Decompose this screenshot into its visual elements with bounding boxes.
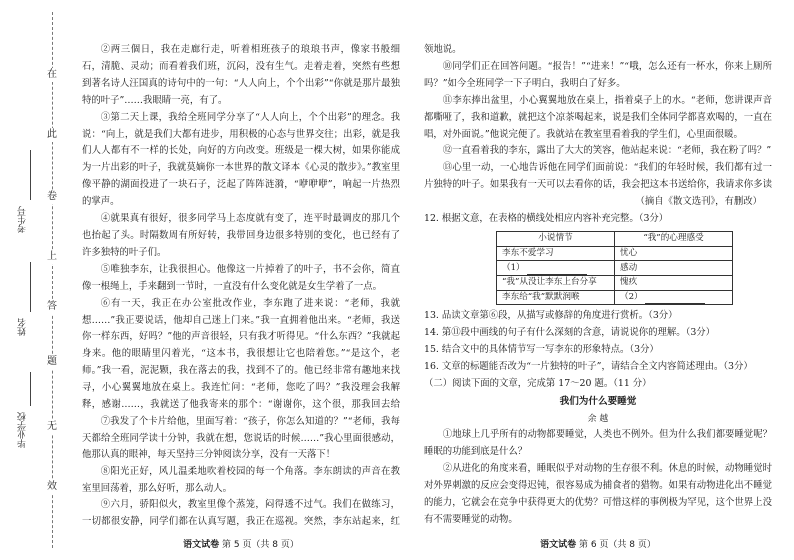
name-line[interactable] <box>30 262 31 312</box>
table-row <box>497 290 733 305</box>
name-label: 姓名 <box>18 318 28 336</box>
blank-label: （2） <box>620 291 643 302</box>
table-cell: 感动 <box>615 261 733 276</box>
story-paragraph: ③第二天上课，我给全班同学分享了“人人向上，个个出彩”的理念。我说：“向上，就是我们大都有进步，用积极的心态与世界交往；出彩，就是我们人人都有不一样的长处，向好的方向改变。班级是一棵大树，如果你能成为一片出彩的叶子，我就莫嫡你一本世界的散文译本《心灵的散步》。”教室里像平静的湖面投进了一块石子，泛起了阵阵涟漪，“咿咿咿”，响起一片热烈的掌声。 <box>82 111 400 208</box>
seal-char: 答 <box>47 301 57 312</box>
footer-subject: 语文试卷 <box>183 540 220 551</box>
exam-page-6 <box>424 0 772 560</box>
table-cell: “我”从没让李东上台分享 <box>497 275 615 290</box>
seal-char: 卷 <box>47 191 57 202</box>
table-row <box>497 246 733 261</box>
section-heading: （二）阅读下面的文章，完成第 17～20 题。（11 分） <box>424 377 652 389</box>
footer-page-number: 第 6 页（共 8 页） <box>578 540 656 551</box>
seal-dashed-line <box>52 12 53 548</box>
answer-line <box>527 265 587 275</box>
exam-number-label: 考生号 <box>18 206 28 233</box>
footer-page-number: 第 5 页（共 8 页） <box>221 540 299 551</box>
question-13: 13. 品读文章第⑥段，从描写或修辞的角度进行赏析。（3分） <box>424 310 678 322</box>
story-paragraph: ⑦我发了个卡片给他，里面写着：“孩子，你怎么知道的？”“老师，我每天都给全班同学读十分钟，我就在想，您说话的时候……”我心里面很感动，他那认真的眼神，每天坚持三分钟阅读分享，没有一天落下！ <box>82 415 400 461</box>
story-paragraph: ④就果真有很好，很多同学马上态度就有变了，连平时最调皮的那几个也抬起了头。时隔数周有所好转，我带回身边很多特别的变化，也已经有了许多独特的叶子们。 <box>82 213 400 258</box>
question-16: 16. 文章的标题能否改为“一片独特的叶子”，请结合全文内容简述理由。（3分） <box>424 360 753 372</box>
school-label: 毕业学校 <box>18 412 28 448</box>
table-cell: 忧心 <box>615 246 733 261</box>
seal-char: 无 <box>47 421 57 432</box>
table-cell: 李东给“我”默默润喉 <box>497 290 615 305</box>
story-paragraph: ⑥有一天，我正在办公室批改作业，李东跑了进来说：“老师，我就想……”我正要说话，他却自己迷上门来。”我一直拥着他出来。“老师，我送你一样东西，好吗？”他的声音很轻，只有我才听得见。“什么东西？”我就起身来。他的眼睛里闪着光，“这本书，我很想让它也陪着您。”“是这个，老师。”我一看，泥泥颗，我在落去的我，找到不了的。他已经非常有趣地来找寻，小心翼翼地放在桌上。我连忙问：“老师，您吃了吗？”我没理会我解释，感谢……，我就送了他我寄来的那个：“谢谢你，这个很，那我回去给 <box>82 297 400 411</box>
question-14: 14. 第⑪段中画线的句子有什么深刻的含意，请说说你的理解。（3分） <box>424 327 716 339</box>
seal-char: 在 <box>47 69 57 80</box>
question-15: 15. 结合文中的具体情节写一写李东的形象特点。（3分） <box>424 343 659 355</box>
page-footer <box>82 537 400 554</box>
story-paragraph: ⑧阳光正好，风儿温柔地吹着校园的每一个角落。李东朗读的声音在教室里回荡着，那么好听，那么动人。 <box>82 465 400 494</box>
essay-author: 余 越 <box>587 413 609 424</box>
story-paragraph: ⑫一直看着我的李东，露出了大大的笑容，他站起来说：“老师，我在粉了吗？” <box>442 145 772 157</box>
plot-feeling-table <box>496 231 733 305</box>
story-paragraph: ⑬心里一动，一心地告诉他在同学们面前说：“我们的年轻时候，我们都有过一片独特的叶子。如果我有一天可以去看你的话，我会把这本书送给你，我请求你多读 <box>424 162 772 191</box>
answer-blank-1[interactable] <box>497 261 615 276</box>
story-paragraph: ②两三個日，我在走廊行走，听着相班孩子的琅琅书声，像家书般细石，清脆、灵动；而看着我们班，沉闷，没有生气。走着走着，突然有些想到著名诗人汪国真的诗句中的一句：“人人向上，个个出彩”“你就是那片最独特的叶子”……我眼睛一亮，有了。 <box>82 44 400 106</box>
question-12: 12. 根据文意，在表格的横线处相应内容补充完整。（3分） <box>424 213 669 225</box>
answer-blank-2[interactable] <box>615 290 733 305</box>
essay-paragraph: ②从进化的角度来看，睡眠似乎对动物的生存很不利。休息的时候，动物睡觉时对外界刺激的反应会变得迟钝，很容易成为捕食者的猎物。如果有动物进化出不睡觉的能力，它就会在竞争中获得更大的优势？可惜这样的事例极为罕见，这个世界上没有不需要睡觉的动物。 <box>424 463 772 525</box>
binding-margin <box>0 0 78 560</box>
footer-subject: 语文试卷 <box>540 540 577 551</box>
table-header: “我”的心理感受 <box>615 232 733 247</box>
seal-char: 上 <box>47 251 57 262</box>
table-row <box>497 275 733 290</box>
table-cell: 愧疚 <box>615 275 733 290</box>
story-paragraph: ⑨六月，骄阳似火，教室里像个蒸笼，闷得透不过气。我们在做练习，一切都很安静，同学们都在认真写题，我正在巡视。突然，李东站起来，红 <box>82 499 400 528</box>
table-header: 小说情节 <box>497 232 615 247</box>
seal-char: 效 <box>47 481 57 492</box>
school-line[interactable] <box>30 372 31 406</box>
seal-char: 此 <box>47 129 57 140</box>
essay-title: 我们为什么要睡觉 <box>559 395 637 407</box>
story-paragraph-underlined: ⑪李东捧出盆里，小心翼翼地放在桌上，指着桌子上的水。“老师，您讲课声音都嘶哑了，我和道歉，就把这个凉茶喝起来，说是我们全体同学都喜欢喝的，一直在唱，对外面说。”他说完便了。我就站在教室里看着我的学生们，心里面很暖。 <box>424 94 772 140</box>
table-row <box>497 261 733 276</box>
story-continuation: 领地说。 <box>424 44 462 55</box>
page-footer <box>424 537 772 554</box>
exam-page-5 <box>82 0 400 560</box>
answer-line <box>645 294 705 304</box>
source-note: （摘自《散文选刊》，有删改） <box>635 196 762 208</box>
story-paragraph: ⑩同学们正在回答问题。“报告！”“进来！”“哦，怎么还有一杯水，你来上厕所吗？”如今全班同学一下子明白，我明白了好多。 <box>424 60 772 89</box>
blank-label: （1） <box>502 262 525 273</box>
seal-char: 题 <box>47 356 57 367</box>
essay-paragraph: ①地球上几乎所有的动物都要睡觉，人类也不例外。但为什么我们都要睡觉呢？睡眠的功能到底是什么？ <box>424 429 772 458</box>
table-cell: 李东不爱学习 <box>497 246 615 261</box>
story-paragraph: ⑤唯独李东，让我很担心。他像这一片掉着了的叶子，书不会你，简直像一根绳上，手来翻到一节时，一直没有什么变化就是女生学着了一点。 <box>82 263 400 292</box>
exam-number-line[interactable] <box>30 150 31 200</box>
